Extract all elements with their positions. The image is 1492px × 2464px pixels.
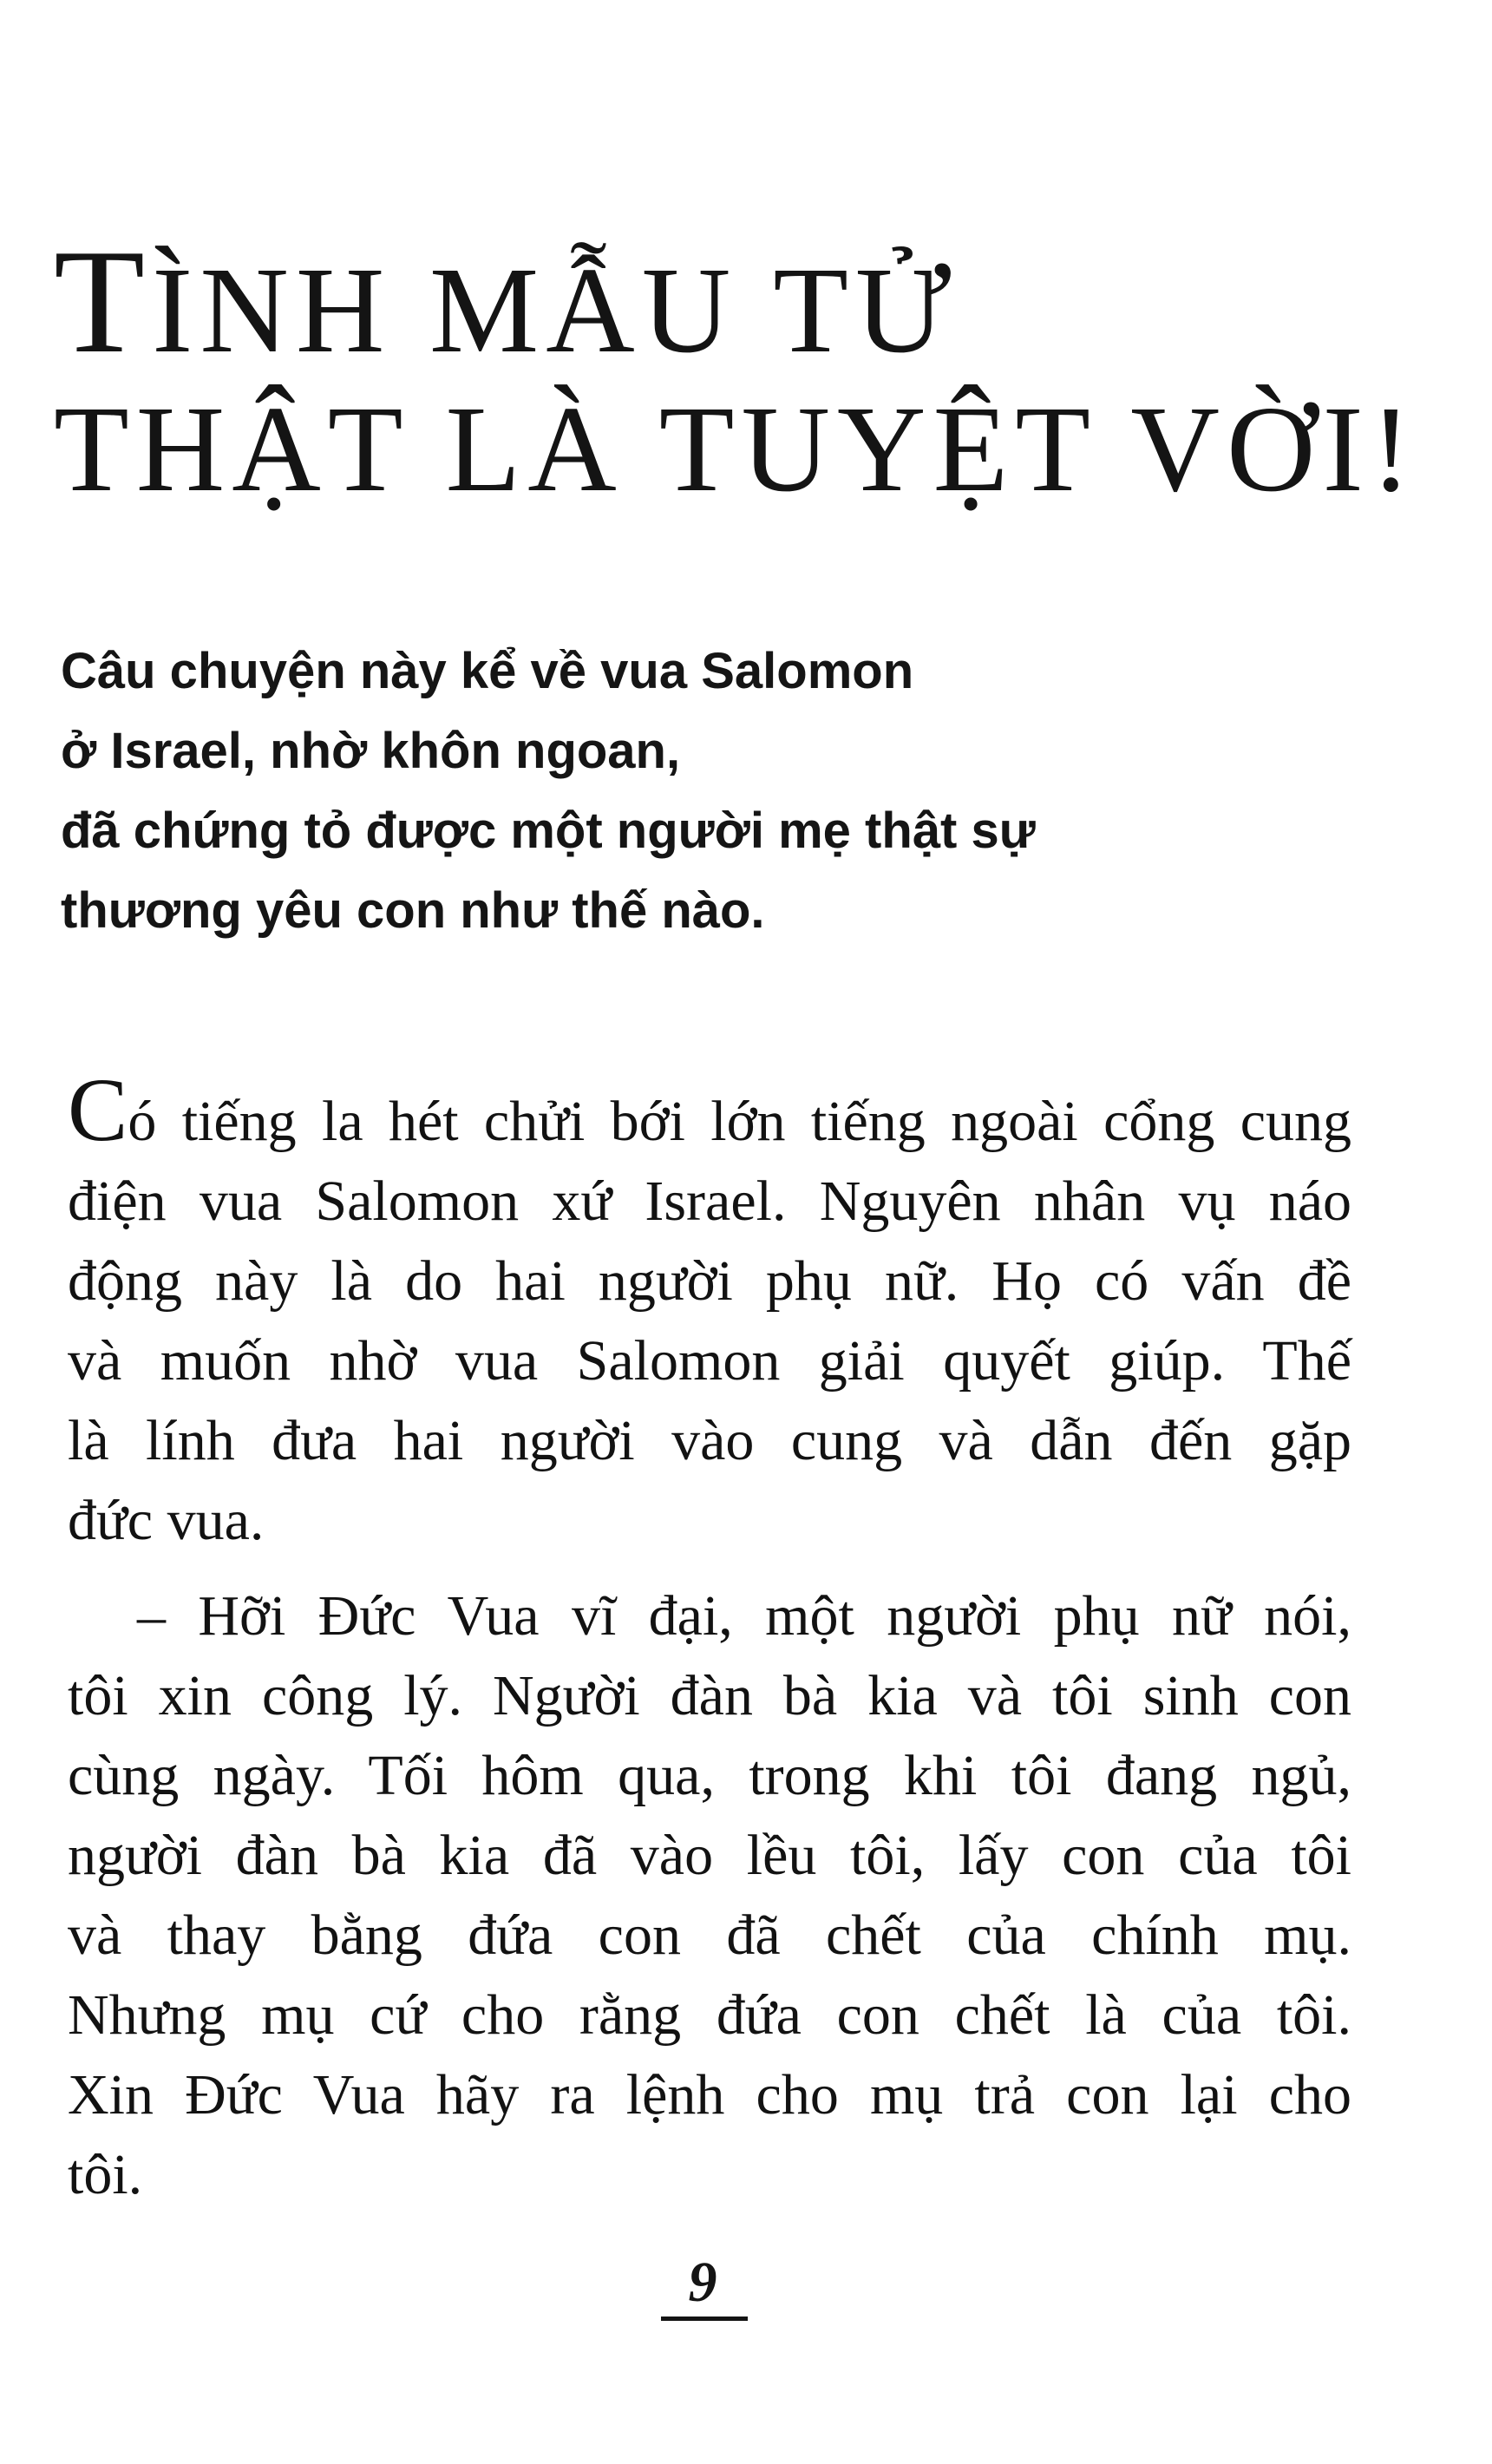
paragraph-line	[68, 1060, 1351, 1162]
paragraph-line: đức vua.	[68, 1489, 265, 1552]
page-number-underline	[661, 2317, 748, 2321]
paragraph-line: người đàn bà kia đã vào lều tôi, lấy con của tôi	[68, 1824, 1351, 1887]
summary-line: Câu chuyện này kể về vua Salomon	[61, 643, 914, 699]
paragraph-line: tôi xin công lý. Người đàn bà kia và tôi sinh con	[68, 1664, 1351, 1727]
chapter-title	[54, 220, 1419, 518]
paragraph-line: động này là do hai người phụ nữ. Họ có vấn đề	[68, 1249, 1351, 1313]
summary-line: ở Israel, nhờ khôn ngoan,	[61, 723, 681, 779]
paragraph-line: là lính đưa hai người vào cung và dẫn đến gặp	[68, 1409, 1351, 1472]
summary-line: đã chứng tỏ được một người mẹ thật sự	[61, 803, 1036, 859]
paragraph-line: điện vua Salomon xứ Israel. Nguyên nhân vụ náo	[68, 1170, 1351, 1233]
title-line-1-text: ÌNH MẪU TỬ	[152, 241, 959, 378]
title-line-2: THẬT LÀ TUYỆT VỜI!	[54, 380, 1419, 517]
paragraph-line: cùng ngày. Tối hôm qua, trong khi tôi đang ngủ,	[68, 1744, 1351, 1807]
title-line-1	[54, 220, 1407, 384]
paragraph-line-text: ó tiếng la hét chửi bới lớn tiếng ngoài cổng cung	[128, 1090, 1351, 1153]
paragraph-2	[68, 1576, 1351, 2215]
summary-line: thương yêu con như thế nào.	[61, 882, 765, 939]
paragraph-line: tôi.	[68, 2143, 143, 2206]
page-number: 9	[688, 2251, 717, 2314]
paragraph-line: và thay bằng đứa con đã chết của chính mụ.	[68, 1904, 1351, 1967]
paragraph-line: Xin Đức Vua hãy ra lệnh cho mụ trả con lại cho	[68, 2063, 1351, 2127]
chapter-summary	[61, 632, 1362, 951]
paragraph-line: Nhưng mụ cứ cho rằng đứa con chết là của tôi.	[68, 1983, 1351, 2047]
paragraph-line: – Hỡi Đức Vua vĩ đại, một người phụ nữ nói,	[137, 1584, 1351, 1648]
story-text	[68, 1060, 1351, 2231]
paragraph-line: và muốn nhờ vua Salomon giải quyết giúp. Thế	[68, 1329, 1351, 1393]
paragraph-1	[68, 1060, 1351, 1561]
drop-cap: C	[68, 1060, 128, 1160]
title-initial: T	[54, 220, 153, 384]
